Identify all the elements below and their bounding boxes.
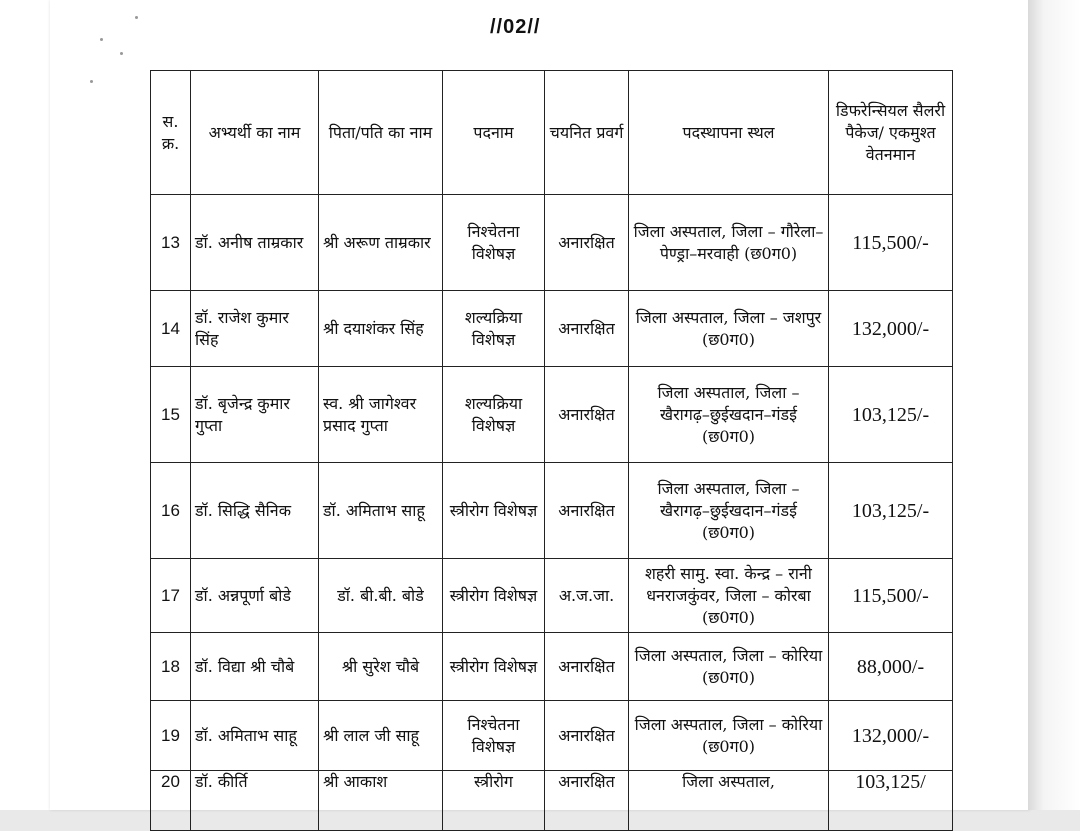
cell-posting-place: जिला अस्पताल, जिला – कोरिया (छ0ग0) bbox=[629, 633, 829, 701]
cell-sn: 14 bbox=[151, 291, 191, 367]
cell-candidate-name: डॉ. राजेश कुमार सिंह bbox=[191, 291, 319, 367]
cell-candidate-name: डॉ. अनीष ताम्रकार bbox=[191, 195, 319, 291]
table-row bbox=[151, 463, 953, 559]
cell-category: अनारक्षित bbox=[545, 633, 629, 701]
cell-category: अनारक्षित bbox=[545, 195, 629, 291]
cell-posting-place: जिला अस्पताल, जिला – खैरागढ़–छुईखदान–गंडई (छ0ग0) bbox=[629, 463, 829, 559]
cell-posting-place: जिला अस्पताल, जिला – कोरिया (छ0ग0) bbox=[629, 701, 829, 771]
cell-post: स्त्रीरोग bbox=[443, 771, 545, 831]
cell-candidate-name: डॉ. बृजेन्द्र कुमार गुप्ता bbox=[191, 367, 319, 463]
cell-father-name: श्री अरूण ताम्रकार bbox=[319, 195, 443, 291]
cell-category: अ.ज.जा. bbox=[545, 559, 629, 633]
cell-sn: 18 bbox=[151, 633, 191, 701]
table-row bbox=[151, 771, 953, 831]
table-row bbox=[151, 559, 953, 633]
cell-posting-place: शहरी सामु. स्वा. केन्द्र – रानी धनराजकुंवर, जिला – कोरबा (छ0ग0) bbox=[629, 559, 829, 633]
page-number: //02// bbox=[490, 16, 541, 38]
cell-post: स्त्रीरोग विशेषज्ञ bbox=[443, 463, 545, 559]
cell-salary: 103,125/- bbox=[829, 367, 953, 463]
cell-category: अनारक्षित bbox=[545, 771, 629, 831]
header-candidate-name: अभ्यर्थी का नाम bbox=[191, 71, 319, 195]
cell-salary: 88,000/- bbox=[829, 633, 953, 701]
scan-speck bbox=[100, 38, 103, 41]
cell-father-name: डॉ. अमिताभ साहू bbox=[319, 463, 443, 559]
cell-salary: 132,000/- bbox=[829, 701, 953, 771]
scan-margin-left bbox=[0, 0, 50, 810]
cell-posting-place: जिला अस्पताल, जिला – जशपुर (छ0ग0) bbox=[629, 291, 829, 367]
cell-posting-place: जिला अस्पताल, bbox=[629, 771, 829, 831]
cell-post: शल्यक्रिया विशेषज्ञ bbox=[443, 367, 545, 463]
cell-father-name: श्री लाल जी साहू bbox=[319, 701, 443, 771]
header-post: पदनाम bbox=[443, 71, 545, 195]
header-sn: स. क्र. bbox=[151, 71, 191, 195]
cell-father-name: डॉ. बी.बी. बोडे bbox=[319, 559, 443, 633]
cell-salary: 103,125/- bbox=[829, 463, 953, 559]
cell-posting-place: जिला अस्पताल, जिला – गौरेला–पेण्ड्रा–मरवाही (छ0ग0) bbox=[629, 195, 829, 291]
cell-father-name: श्री दयाशंकर सिंह bbox=[319, 291, 443, 367]
cell-father-name: श्री सुरेश चौबे bbox=[319, 633, 443, 701]
cell-sn: 19 bbox=[151, 701, 191, 771]
candidate-table bbox=[150, 70, 953, 831]
cell-salary: 115,500/- bbox=[829, 559, 953, 633]
header-category: चयनित प्रवर्ग bbox=[545, 71, 629, 195]
header-salary: डिफरेन्सियल सैलरी पैकेज/ एकमुश्त वेतनमान bbox=[829, 71, 953, 195]
cell-sn: 15 bbox=[151, 367, 191, 463]
cell-sn: 13 bbox=[151, 195, 191, 291]
cell-father-name: स्व. श्री जागेश्वर प्रसाद गुप्ता bbox=[319, 367, 443, 463]
cell-post: निश्चेतना विशेषज्ञ bbox=[443, 195, 545, 291]
cell-post: स्त्रीरोग विशेषज्ञ bbox=[443, 633, 545, 701]
cell-sn: 20 bbox=[151, 771, 191, 831]
cell-candidate-name: डॉ. विद्या श्री चौबे bbox=[191, 633, 319, 701]
cell-post: निश्चेतना विशेषज्ञ bbox=[443, 701, 545, 771]
cell-sn: 17 bbox=[151, 559, 191, 633]
table-row bbox=[151, 291, 953, 367]
page-edge-shadow bbox=[1028, 0, 1080, 810]
table-row bbox=[151, 367, 953, 463]
cell-category: अनारक्षित bbox=[545, 367, 629, 463]
header-row bbox=[151, 71, 953, 195]
cell-category: अनारक्षित bbox=[545, 291, 629, 367]
cell-candidate-name: डॉ. अमिताभ साहू bbox=[191, 701, 319, 771]
cell-post: शल्यक्रिया विशेषज्ञ bbox=[443, 291, 545, 367]
cell-category: अनारक्षित bbox=[545, 701, 629, 771]
cell-posting-place: जिला अस्पताल, जिला – खैरागढ़–छुईखदान–गंडई (छ0ग0) bbox=[629, 367, 829, 463]
cell-father-name: श्री आकाश bbox=[319, 771, 443, 831]
scan-speck bbox=[135, 16, 138, 19]
cell-candidate-name: डॉ. अन्नपूर्णा बोडे bbox=[191, 559, 319, 633]
header-father-name: पिता/पति का नाम bbox=[319, 71, 443, 195]
scan-speck bbox=[90, 80, 93, 83]
cell-candidate-name: डॉ. सिद्धि सैनिक bbox=[191, 463, 319, 559]
cell-category: अनारक्षित bbox=[545, 463, 629, 559]
cell-post: स्त्रीरोग विशेषज्ञ bbox=[443, 559, 545, 633]
cell-sn: 16 bbox=[151, 463, 191, 559]
table-row bbox=[151, 195, 953, 291]
cell-salary: 103,125/ bbox=[829, 771, 953, 831]
scan-speck bbox=[120, 52, 123, 55]
table-row bbox=[151, 633, 953, 701]
table-row bbox=[151, 701, 953, 771]
cell-salary: 115,500/- bbox=[829, 195, 953, 291]
cell-candidate-name: डॉ. कीर्ति bbox=[191, 771, 319, 831]
header-posting-place: पदस्थापना स्थल bbox=[629, 71, 829, 195]
cell-salary: 132,000/- bbox=[829, 291, 953, 367]
